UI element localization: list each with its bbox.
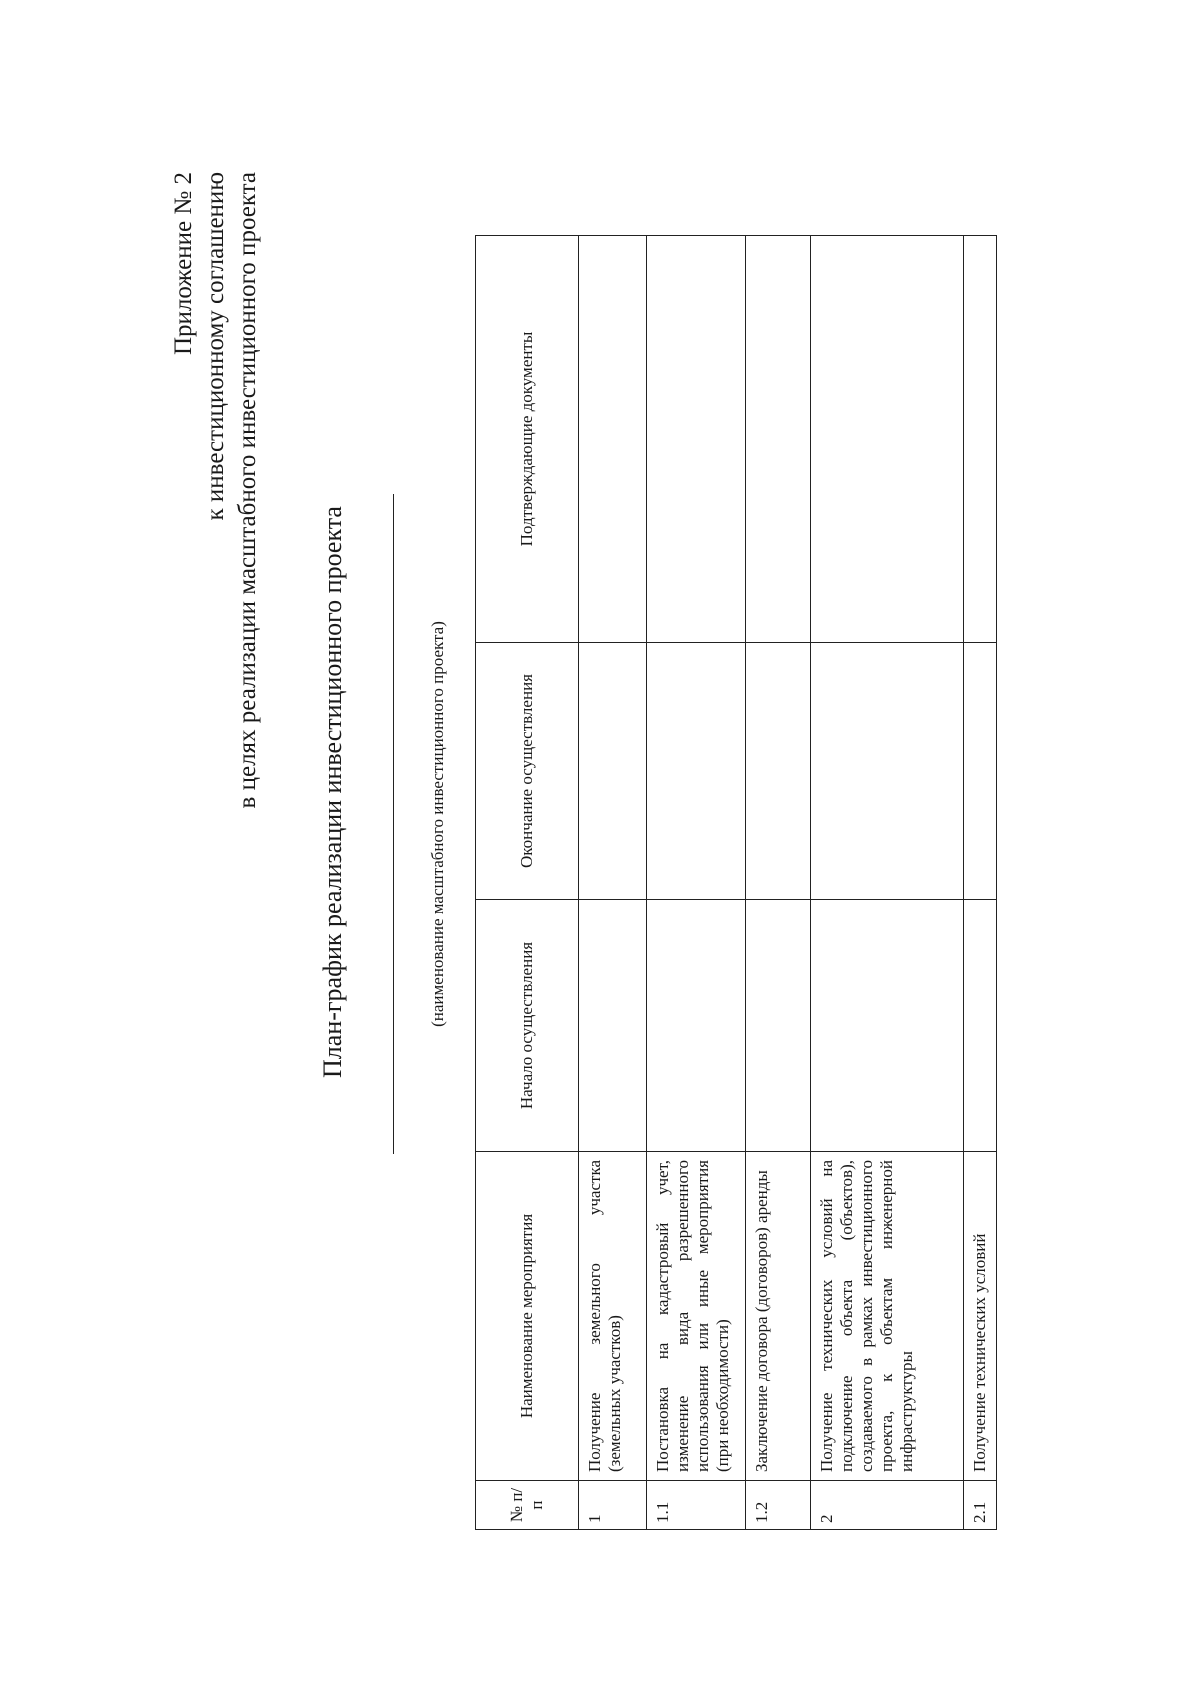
appendix-agreement: к инвестиционному соглашению <box>202 172 229 521</box>
row-num: 2.1 <box>964 1481 997 1530</box>
row-name <box>579 1152 647 1481</box>
row-name <box>811 1152 964 1481</box>
row-name-text: Получение технических условий <box>970 1233 989 1472</box>
row-start <box>964 900 997 1152</box>
header-num: № п/п <box>476 1481 579 1530</box>
table-header-row <box>476 236 579 1530</box>
appendix-purpose: в целях реализации масштабного инвестиционного проекта <box>234 172 261 809</box>
row-num: 1.1 <box>647 1481 746 1530</box>
table-row <box>746 236 811 1530</box>
row-docs <box>579 236 647 643</box>
row-end <box>811 643 964 900</box>
table-row <box>964 236 997 1530</box>
header-end: Окончание осуществления <box>476 643 579 900</box>
row-end <box>746 643 811 900</box>
row-name <box>746 1152 811 1481</box>
row-end <box>579 643 647 900</box>
project-name-blank-line <box>393 494 394 1154</box>
table-row <box>811 236 964 1530</box>
row-start <box>647 900 746 1152</box>
project-name-caption: (наименование масштабного инвестиционного проекта) <box>428 621 447 1027</box>
row-start <box>811 900 964 1152</box>
row-name-text: Получение технических условий на подключение объекта (объектов), создаваемого в рамках инвестиционного проекта, к объектам инженерной инфраструктуры <box>817 1160 916 1472</box>
header-docs: Подтверждающие документы <box>476 236 579 643</box>
row-name <box>647 1152 746 1481</box>
table-row <box>647 236 746 1530</box>
header-name: Наименование мероприятия <box>476 1152 579 1481</box>
appendix-number: Приложение № 2 <box>170 172 197 356</box>
row-end <box>647 643 746 900</box>
row-start <box>746 900 811 1152</box>
header-start: Начало осуществления <box>476 900 579 1152</box>
row-num: 1.2 <box>746 1481 811 1530</box>
row-name-text: Постановка на кадастровый учет, изменение вида разрешенного использования или иные мероприятия (при необходимости) <box>653 1160 732 1472</box>
schedule-table <box>475 235 997 1530</box>
row-name-text: Получение земельного участка (земельных участков) <box>585 1160 624 1472</box>
row-num: 2 <box>811 1481 964 1530</box>
row-num: 1 <box>579 1481 647 1530</box>
row-docs <box>964 236 997 643</box>
row-docs <box>647 236 746 643</box>
row-name-text: Заключение договора (договоров) аренды <box>752 1170 771 1472</box>
row-docs <box>811 236 964 643</box>
appendix-header <box>168 172 264 907</box>
row-docs <box>746 236 811 643</box>
row-end <box>964 643 997 900</box>
row-name <box>964 1152 997 1481</box>
table-row <box>579 236 647 1530</box>
document-title: План-график реализации инвестиционного проекта <box>318 506 347 1078</box>
row-start <box>579 900 647 1152</box>
